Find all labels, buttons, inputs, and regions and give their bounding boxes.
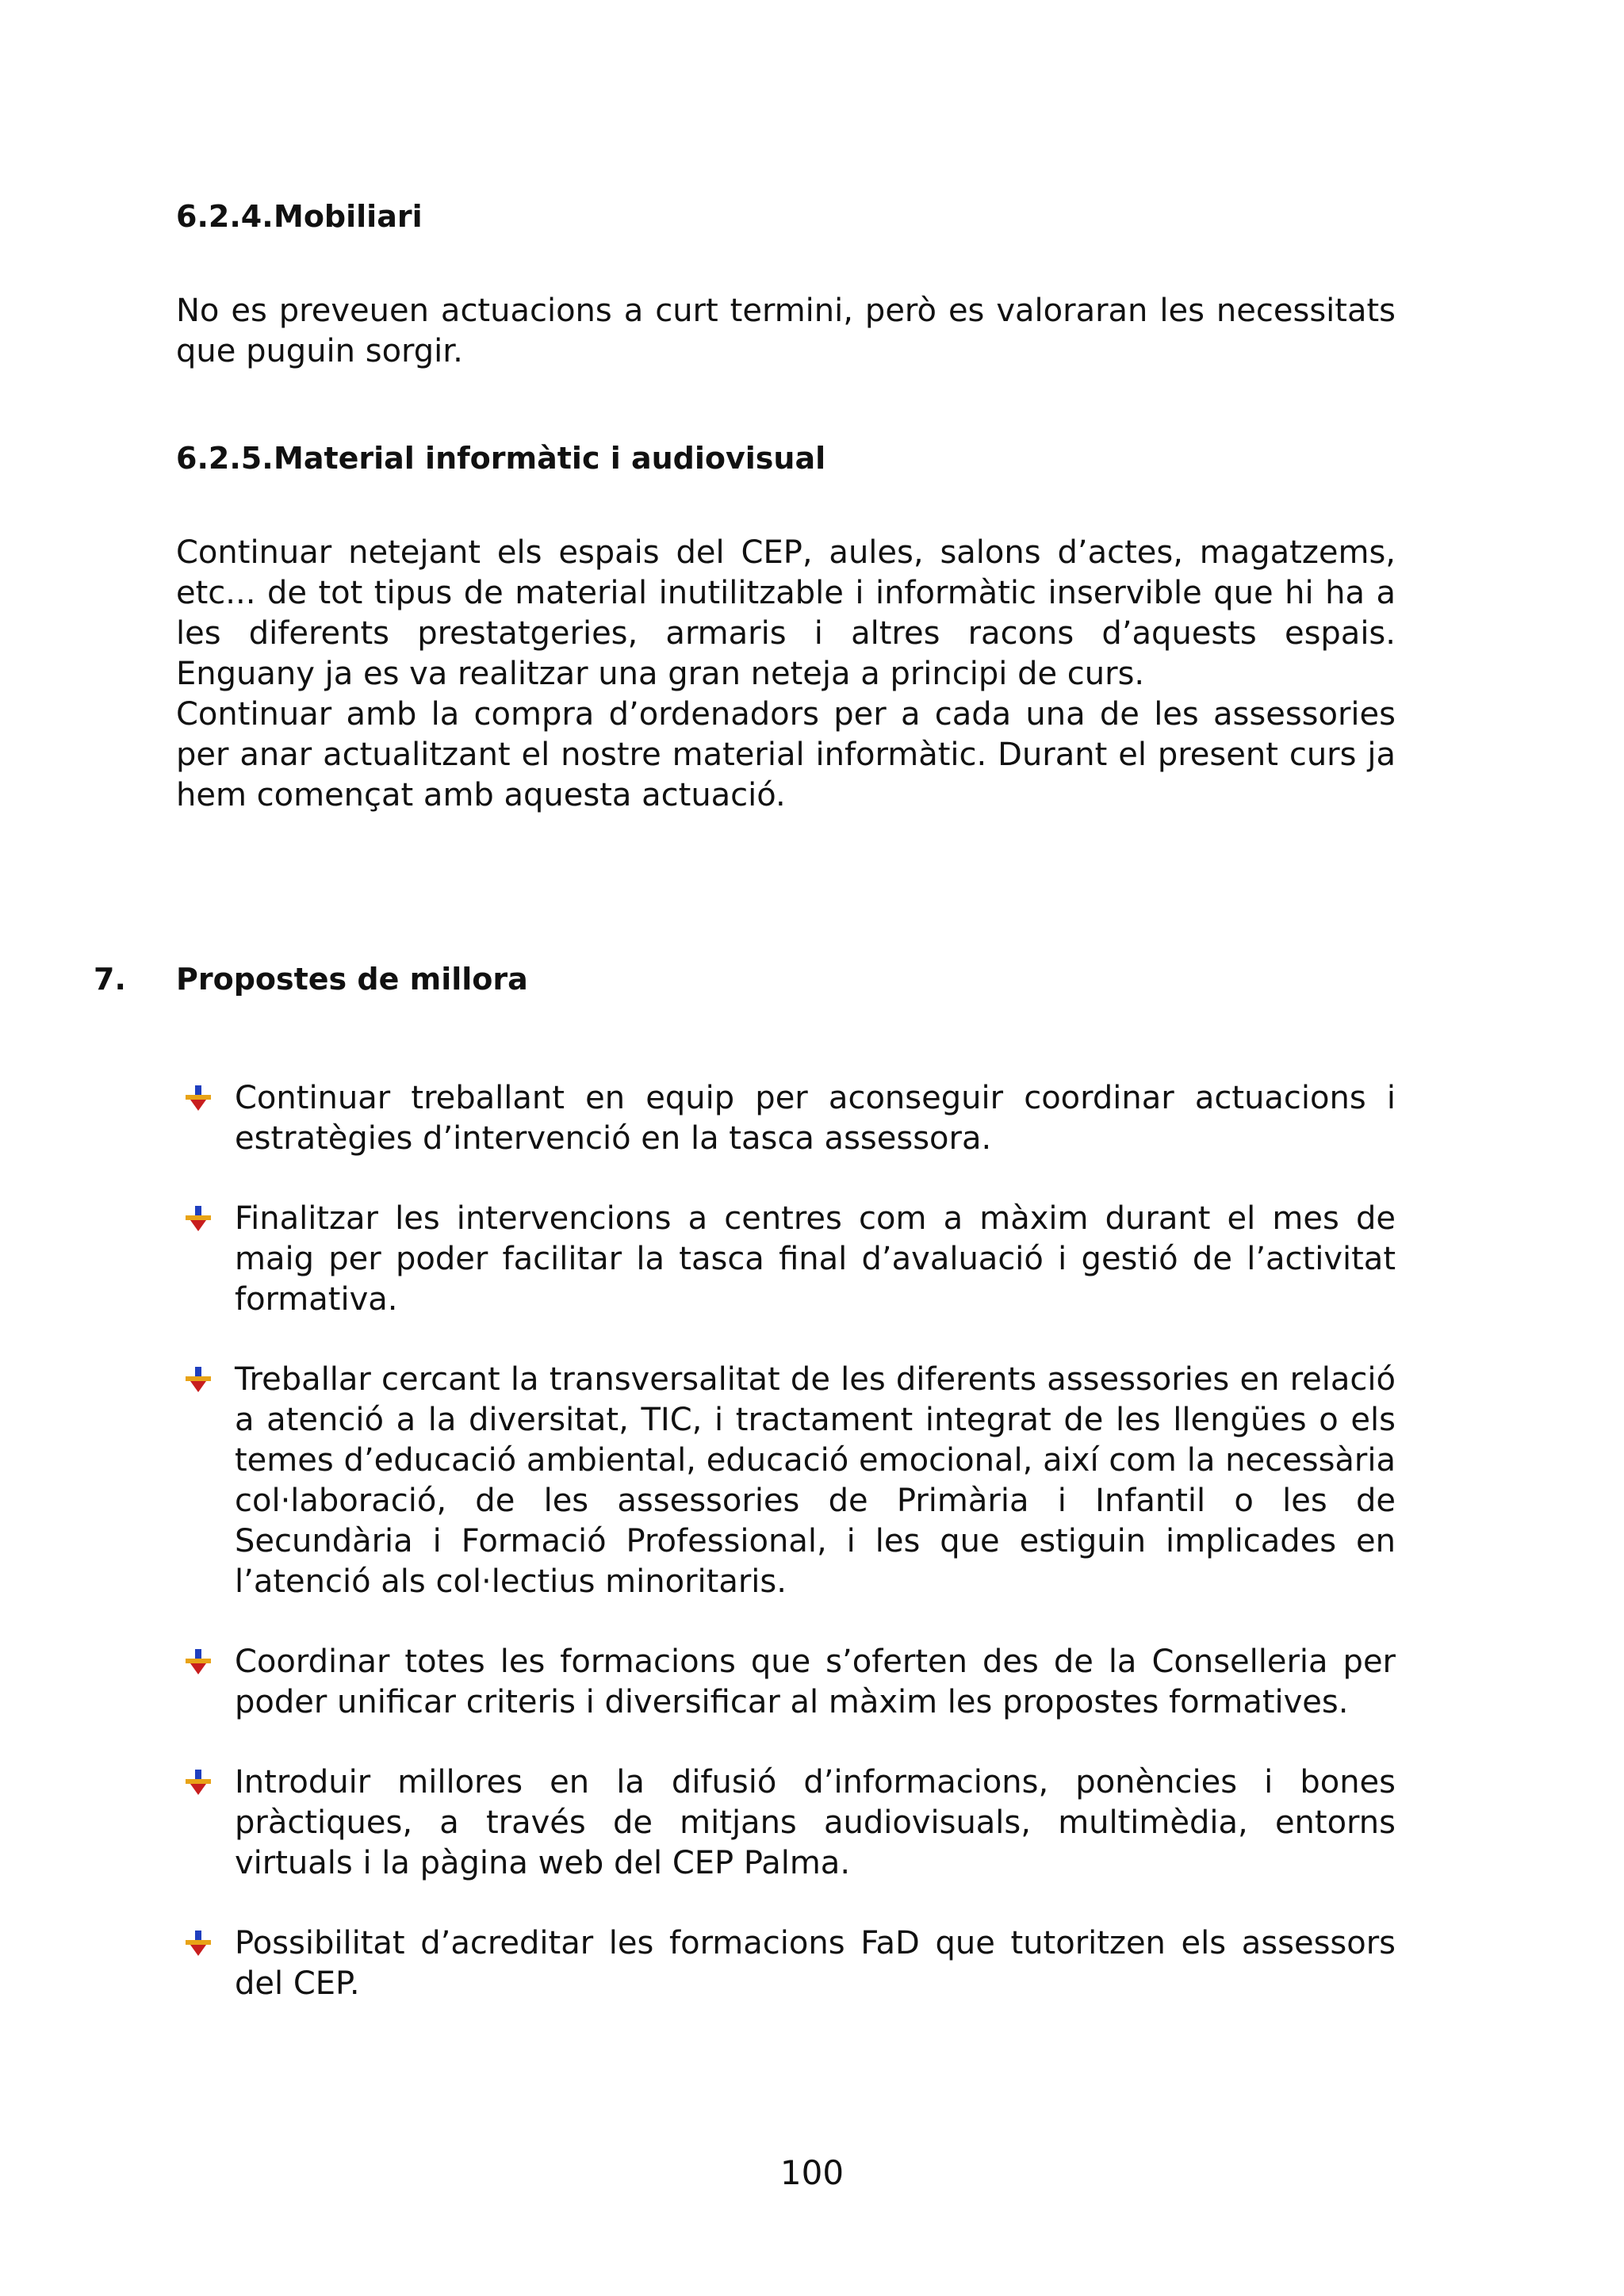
list-item-text: Continuar treballant en equip per aconseguir coordinar actuacions i estratègies d’intervenció en la tasca assessora.	[235, 1080, 1396, 1157]
paragraph-mobiliari: No es preveuen actuacions a curt termini, però es valoraran les necessitats que puguin sorgir.	[176, 293, 1396, 369]
paragraph-material-2: Continuar amb la compra d’ordenadors per a cada una de les assessories per anar actualitzant el nostre material informàtic. Durant el present curs ja hem començat amb aquesta actuació.	[176, 696, 1396, 813]
heading-6-2-4-title: Mobiliari	[274, 199, 423, 234]
list-item	[184, 1923, 1396, 2004]
paragraph-material-1: Continuar netejant els espais del CEP, aules, salons d’actes, magatzems, etc... de tot tipus de material inutilitzable i informàtic inservible que hi ha a les diferents prestatgeries, armaris i altres racons d’aquests espais. Enguany ja es va realitzar una gran neteja a principi de curs.	[176, 534, 1396, 692]
heading-6-2-4-number: 6.2.4.	[176, 199, 274, 234]
page-number: 100	[779, 2153, 845, 2192]
list-item	[184, 1642, 1396, 1723]
list-item-text: Possibilitat d’acreditar les formacions FaD que tutoritzen els assessors del CEP.	[235, 1925, 1396, 2002]
arrow-down-bullet-icon	[184, 1365, 213, 1394]
heading-6-2-5	[176, 438, 825, 478]
arrow-down-bullet-icon	[184, 1768, 213, 1797]
heading-7-title: Propostes de millora	[176, 962, 528, 997]
heading-7	[94, 959, 528, 999]
heading-6-2-5-number: 6.2.5.	[176, 441, 274, 476]
arrow-down-bullet-icon	[184, 1084, 213, 1112]
arrow-down-bullet-icon	[184, 1647, 213, 1676]
heading-6-2-4	[176, 197, 423, 236]
list-item	[184, 1762, 1396, 1884]
list-item	[184, 1360, 1396, 1602]
list-item-text: Coordinar totes les formacions que s’oferten des de la Conselleria per poder unificar criteris i diversificar al màxim les propostes formatives.	[235, 1644, 1396, 1720]
list-item-text: Introduir millores en la difusió d’informacions, ponències i bones pràctiques, a través de mitjans audiovisuals, multimèdia, entorns virtuals i la pàgina web del CEP Palma.	[235, 1764, 1396, 1881]
heading-7-number: 7.	[94, 962, 126, 997]
list-item-text: Finalitzar les intervencions a centres com a màxim durant el mes de maig per poder facilitar la tasca final d’avaluació i gestió de l’activitat formativa.	[235, 1200, 1396, 1318]
list-item-text: Treballar cercant la transversalitat de les diferents assessories en relació a atenció a la diversitat, TIC, i tractament integrat de les llengües o els temes d’educació ambiental, educació emocional, així com la necessària col·laboració, de les assessories de Primària i Infantil o les de Secundària i Formació Professional, i les que estiguin implicades en l’atenció als col·lectius minoritaris.	[235, 1361, 1396, 1600]
heading-6-2-5-title: Material informàtic i audiovisual	[274, 441, 826, 476]
proposals-list	[184, 1078, 1396, 2044]
arrow-down-bullet-icon	[184, 1929, 213, 1957]
list-item	[184, 1199, 1396, 1320]
arrow-down-bullet-icon	[184, 1204, 213, 1233]
list-item	[184, 1078, 1396, 1159]
